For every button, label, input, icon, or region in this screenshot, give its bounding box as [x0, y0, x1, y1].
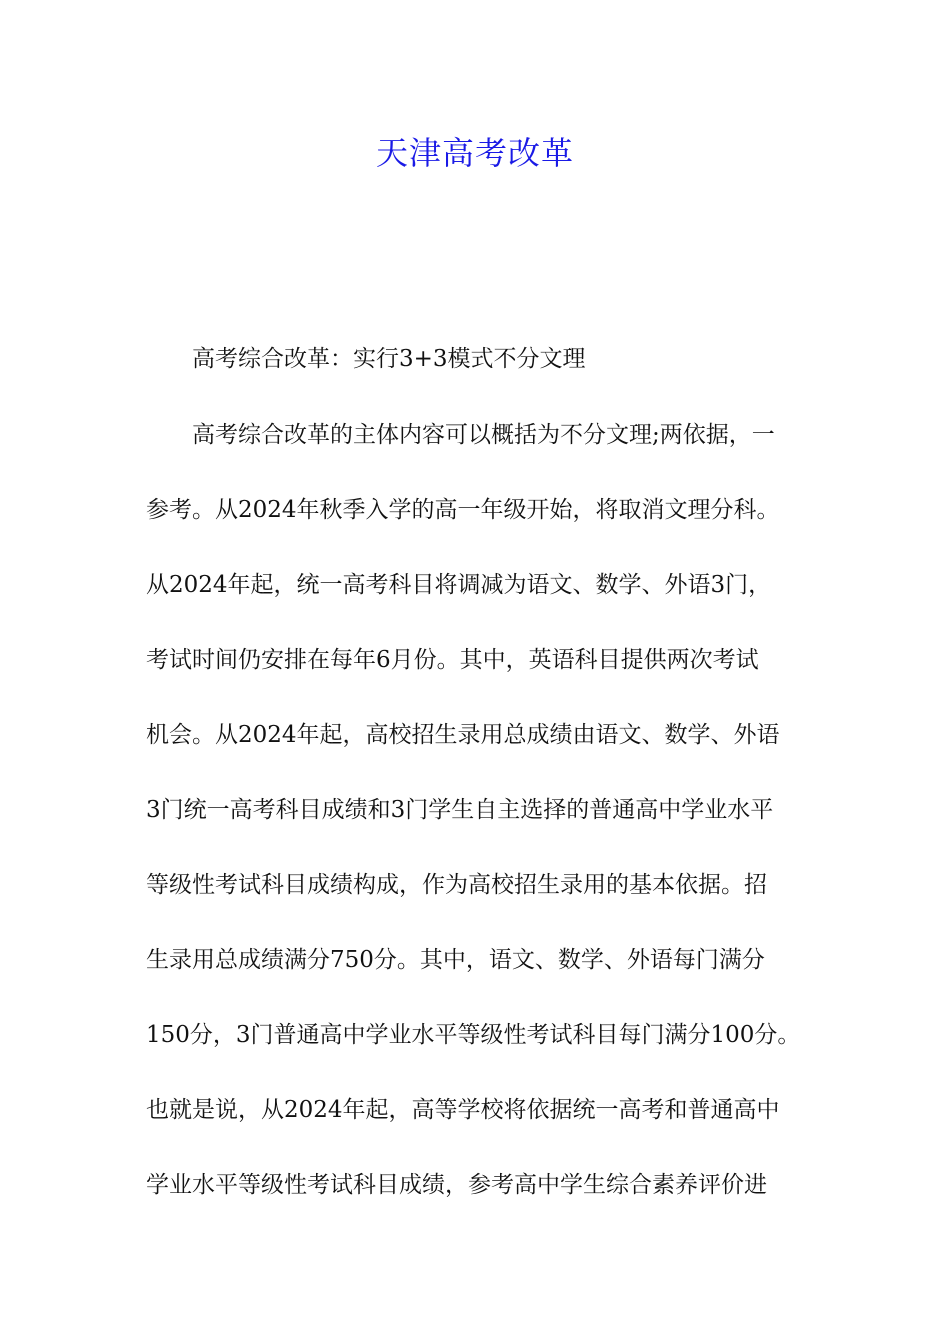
paragraph-line: 从2024年起，统一高考科目将调减为语文、数学、外语3门， — [146, 572, 772, 598]
paragraph-line: 生录用总成绩满分750分。其中，语文、数学、外语每门满分 — [146, 947, 765, 973]
paragraph-line: 机会。从2024年起，高校招生录用总成绩由语文、数学、外语 — [146, 722, 780, 748]
document-title: 天津高考改革 — [375, 134, 574, 172]
document-body — [146, 0, 816, 1344]
paragraph-line: 学业水平等级性考试科目成绩，参考高中学生综合素养评价进 — [146, 1172, 767, 1198]
paragraph-line: 3门统一高考科目成绩和3门学生自主选择的普通高中学业水平 — [146, 797, 774, 823]
paragraph-line: 高考综合改革的主体内容可以概括为不分文理;两依据，一 — [192, 422, 775, 448]
paragraph-line: 考试时间仍安排在每年6月份。其中，英语科目提供两次考试 — [146, 647, 759, 673]
section-subheading: 高考综合改革：实行3+3模式不分文理 — [192, 346, 586, 372]
paragraph-line: 参考。从2024年秋季入学的高一年级开始，将取消文理分科。 — [146, 497, 780, 523]
paragraph-line: 150分，3门普通高中学业水平等级性考试科目每门满分100分。 — [146, 1022, 801, 1048]
paragraph-line: 等级性考试科目成绩构成，作为高校招生录用的基本依据。招 — [146, 872, 767, 898]
paragraph-line: 也就是说，从2024年起，高等学校将依据统一高考和普通高中 — [146, 1097, 780, 1123]
